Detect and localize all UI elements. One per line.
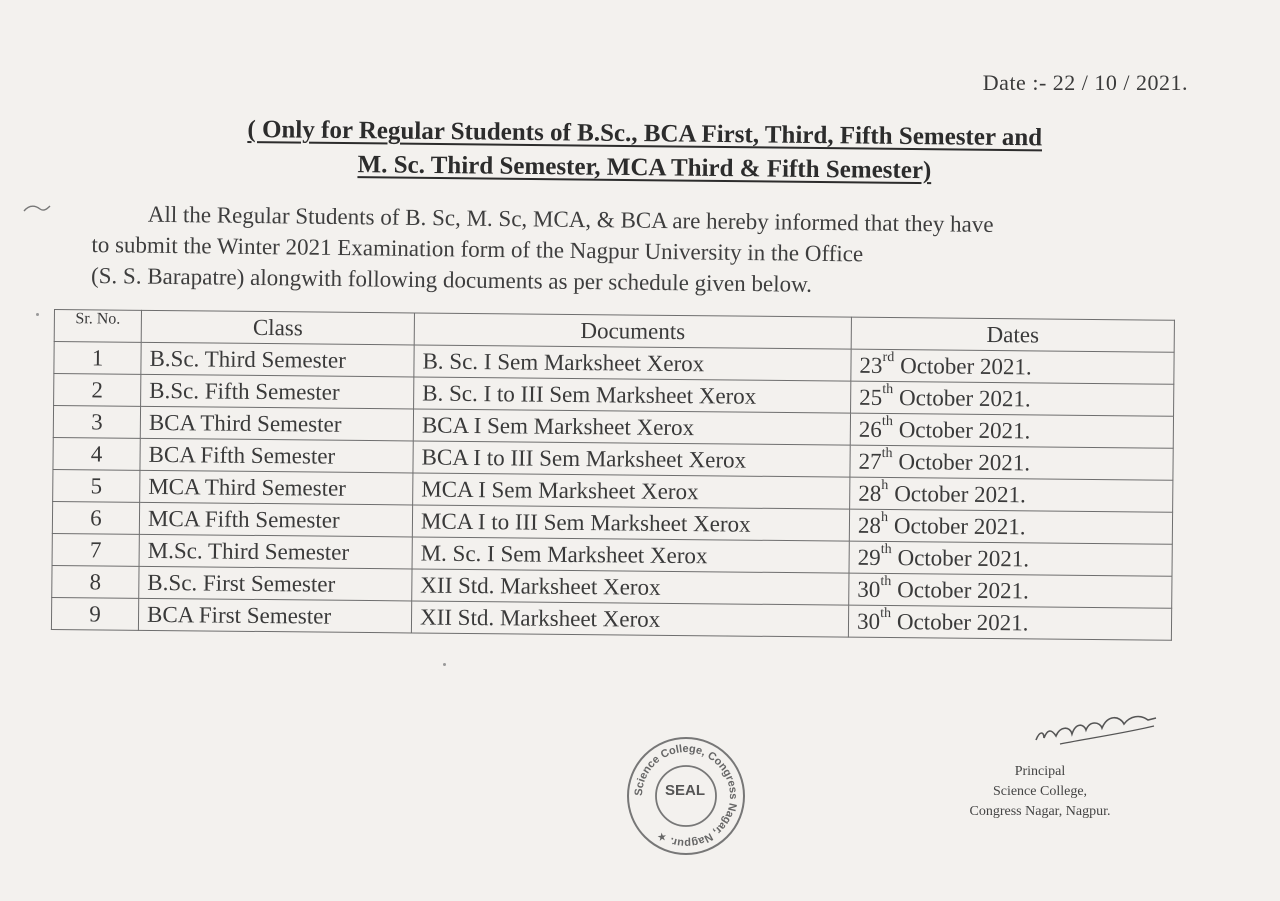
cell-date: [850, 445, 1173, 480]
cell-sr-no: 6: [52, 501, 139, 534]
signatory-address: Congress Nagar, Nagpur.: [969, 804, 1111, 819]
date-suffix: th: [880, 573, 892, 589]
cell-date: [848, 605, 1171, 640]
cell-class: MCA Third Semester: [140, 470, 413, 505]
signatory-org: Science College,: [992, 784, 1088, 799]
cell-documents: MCA I Sem Marksheet Xerox: [413, 473, 850, 509]
date-rest: October 2021.: [897, 544, 1030, 571]
paragraph-line-2: to submit the Winter 2021 Examination form of the Nagpur University in the Office: [91, 231, 864, 267]
cell-sr-no: 2: [54, 374, 141, 407]
cell-documents: B. Sc. I Sem Marksheet Xerox: [414, 345, 851, 381]
notice-paragraph: [91, 198, 1202, 305]
date-rest: October 2021.: [896, 608, 1029, 635]
cell-documents: BCA I to III Sem Marksheet Xerox: [413, 441, 850, 477]
cell-documents: B. Sc. I to III Sem Marksheet Xerox: [414, 377, 851, 413]
date-day: 28: [858, 480, 882, 506]
date-suffix: th: [881, 413, 893, 429]
principal-signature-icon: [1030, 700, 1170, 750]
date-rest: October 2021.: [900, 352, 1032, 379]
date-suffix: h: [880, 509, 889, 525]
date-suffix: th: [880, 541, 892, 557]
date-rest: October 2021.: [897, 576, 1029, 603]
cell-sr-no: 1: [54, 342, 141, 375]
cell-date: [850, 477, 1173, 512]
cell-documents: M. Sc. I Sem Marksheet Xerox: [412, 537, 849, 573]
heading-line-1: ( Only for Regular Students of B.Sc., BCA First, Third, Fifth Semester and: [247, 116, 1043, 152]
date-day: 23: [859, 352, 883, 378]
header-sr-no: Sr. No.: [54, 310, 141, 343]
cell-date: [849, 509, 1172, 544]
cell-sr-no: 3: [53, 406, 140, 439]
date-suffix: th: [880, 605, 892, 621]
date-day: 30: [857, 576, 881, 602]
date-day: 28: [857, 512, 882, 538]
date-rest: October 2021.: [898, 448, 1031, 475]
schedule-table-wrapper: [51, 309, 1175, 641]
pen-mark-icon: [22, 202, 52, 214]
date-day: 26: [858, 416, 883, 442]
cell-date: [851, 381, 1174, 416]
date-suffix: th: [881, 445, 893, 461]
cell-date: [851, 349, 1174, 384]
speck-mark: [443, 663, 446, 666]
cell-class: BCA First Semester: [138, 598, 411, 633]
college-seal: [624, 734, 748, 858]
cell-sr-no: 4: [53, 437, 140, 470]
schedule-table: [51, 309, 1175, 641]
cell-class: B.Sc. Third Semester: [141, 342, 414, 377]
speck-mark: [36, 313, 39, 316]
cell-sr-no: 8: [52, 565, 139, 598]
notice-date: Date :- 22 / 10 / 2021.: [982, 70, 1188, 95]
cell-class: MCA Fifth Semester: [139, 502, 412, 537]
date-rest: October 2021.: [894, 480, 1026, 507]
header-documents: Documents: [414, 313, 851, 349]
date-suffix: rd: [882, 349, 895, 365]
cell-class: M.Sc. Third Semester: [139, 534, 412, 569]
date-day: 30: [856, 608, 881, 634]
header-class: Class: [141, 310, 414, 345]
signatory-block: [940, 762, 1140, 822]
cell-date: [849, 541, 1172, 576]
date-rest: October 2021.: [898, 416, 1031, 443]
cell-sr-no: 9: [51, 597, 138, 630]
paragraph-line-3: (S. S. Barapatre) alongwith following documents as per schedule given below.: [90, 262, 813, 297]
date-day: 25: [859, 384, 883, 410]
schedule-table-body: [51, 342, 1174, 641]
cell-class: BCA Third Semester: [140, 406, 413, 441]
date-suffix: th: [882, 381, 894, 397]
seal-ring-text: Science College, Congress Nagar, Nagpur. ★: [632, 742, 740, 850]
cell-sr-no: 5: [53, 469, 140, 502]
cell-date: [849, 573, 1172, 608]
date-suffix: h: [881, 477, 889, 493]
cell-class: B.Sc. First Semester: [139, 566, 412, 601]
cell-class: BCA Fifth Semester: [140, 438, 413, 473]
date-rest: October 2021.: [893, 512, 1026, 539]
date-rest: October 2021.: [898, 384, 1031, 411]
cell-class: B.Sc. Fifth Semester: [141, 374, 414, 409]
heading-line-2: M. Sc. Third Semester, MCA Third & Fifth Semester): [357, 151, 932, 185]
cell-documents: XII Std. Marksheet Xerox: [411, 601, 848, 637]
cell-documents: BCA I Sem Marksheet Xerox: [413, 409, 850, 445]
date-day: 27: [858, 448, 882, 474]
header-dates: Dates: [851, 317, 1174, 352]
date-day: 29: [857, 544, 881, 570]
cell-sr-no: 7: [52, 533, 139, 566]
cell-documents: MCA I to III Sem Marksheet Xerox: [412, 505, 849, 541]
notice-heading: [149, 112, 1140, 190]
signatory-title: Principal: [1014, 764, 1066, 779]
seal-label: SEAL: [664, 782, 705, 799]
paragraph-line-1: All the Regular Students of B. Sc, M. Sc, MCA, & BCA are hereby informed that they have: [147, 201, 994, 238]
cell-date: [850, 413, 1173, 448]
cell-documents: XII Std. Marksheet Xerox: [412, 569, 849, 605]
